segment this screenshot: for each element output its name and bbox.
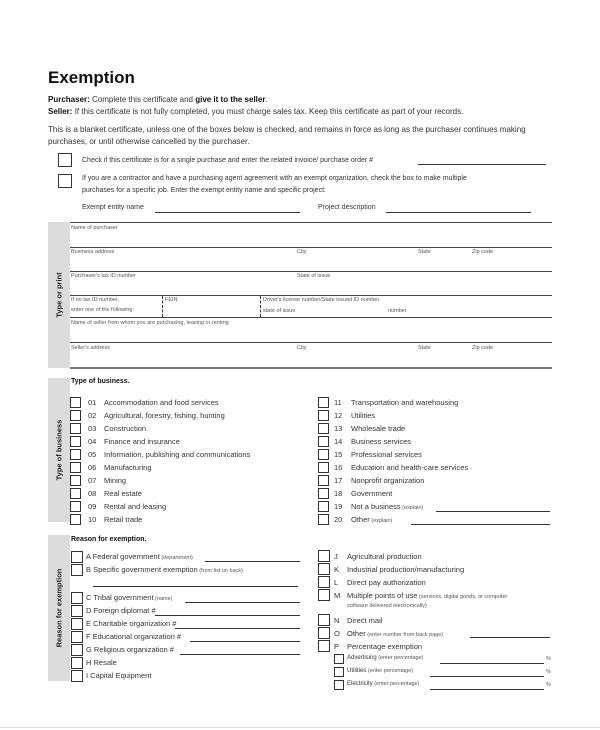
business-checkbox-09[interactable] [70,501,81,512]
reason-label: Direct pay authorization [347,578,426,587]
business-label: Nonprofit organization [351,476,425,485]
reason-sidebar [48,535,70,681]
business-checkbox-07[interactable] [70,475,81,486]
business-label: Business services [351,437,412,446]
reason-label: Agricultural production [347,552,422,561]
business-checkbox-15[interactable] [318,449,329,460]
reason-field-B[interactable] [93,586,298,587]
contractor-label-1: If you are a contractor and have a purchasing agent agreement with an exempt organization, check the box to make multiple [82,175,467,182]
seller-label: Seller: [48,107,73,116]
business-number: 13 [334,424,343,433]
percentage-field[interactable] [430,689,544,690]
tax-id-label[interactable]: Purchaser's tax ID number [71,273,136,279]
business-number: 02 [88,411,97,420]
business-number: 15 [334,450,343,459]
seller-zip-label[interactable]: Zip code [472,345,494,351]
drivers-license-label[interactable]: Driver's license number/State issued ID number [263,297,380,303]
reason-header: Reason for exemption. [71,536,147,543]
reason-field-F[interactable] [190,641,300,642]
business-label: Rental and leasing [104,502,167,511]
percentage-checkbox[interactable] [334,680,344,690]
zip-label[interactable]: Zip code [472,249,494,255]
percentage-note: (enter percentage) [376,655,424,661]
single-purchase-label: Check if this certificate is for a single purchase and enter the related invoice/ purchase order # [82,157,374,164]
business-number: 19 [334,502,343,511]
seller-instruction [48,107,463,116]
business-number: 12 [334,411,343,420]
reason-checkbox-B[interactable] [71,564,83,576]
business-label: Information, publishing and communications [104,450,251,459]
business-checkbox-12[interactable] [318,410,329,421]
type-or-print-label: Type or print [54,272,64,318]
reason-checkbox-G[interactable] [71,644,83,656]
fein-label[interactable]: FEIN [165,297,178,303]
business-number: 10 [88,515,97,524]
business-number: 09 [88,502,97,511]
business-checkbox-13[interactable] [318,423,329,434]
divider [70,367,552,369]
name-of-purchaser-label[interactable]: Name of purchaser [71,225,118,231]
reason-checkbox-N[interactable] [318,614,330,626]
divider [70,222,552,223]
exempt-entity-field[interactable] [155,212,300,213]
reason-side-label: Reason for exemption [54,568,64,648]
business-label: Mining [104,476,127,485]
business-explain-field[interactable] [436,511,550,512]
business-checkbox-03[interactable] [70,423,81,434]
reason-letter: K [334,565,340,574]
percentage-note: (enter percentage) [372,681,420,687]
business-checkbox-02[interactable] [70,410,81,421]
business-checkbox-20[interactable] [318,514,329,525]
business-label: Transportation and warehousing [351,398,459,407]
business-address-label[interactable]: Business address [71,249,115,255]
business-checkbox-14[interactable] [318,436,329,447]
reason-label: C Tribal government (name) [86,593,173,602]
reason-note: (name) [153,596,173,602]
business-checkbox-19[interactable] [318,501,329,512]
business-checkbox-18[interactable] [318,488,329,499]
reason-letter: J [334,552,338,561]
business-label: Utilities [351,411,376,420]
percent-unit: % [546,682,551,688]
seller-state-label[interactable]: State [418,345,431,351]
state-of-issue-label[interactable]: State of issue [297,273,331,279]
reason-label: Multiple points of use (services, digital goods, or computer [347,591,508,600]
business-number: 05 [88,450,97,459]
percent-unit: % [546,669,551,675]
reason-note: (department) [159,555,193,561]
reason-label: F Educational organization # [86,632,182,641]
reason-checkbox-H[interactable] [71,657,83,669]
reason-field-E[interactable] [175,628,300,629]
business-label: Other (explain) [351,515,393,524]
business-label: Education and health-care services [351,463,469,472]
business-number: 06 [88,463,97,472]
business-number: 03 [88,424,97,433]
reason-label: Other (enter number from back page) [347,629,444,638]
percentage-label: Advertising (enter percentage) [347,655,424,661]
reason-checkbox-J[interactable] [318,550,330,562]
reason-checkbox-C[interactable] [71,592,83,604]
percentage-label: Utilities (enter percentage) [347,668,414,674]
business-label: Professional services [351,450,422,459]
purchaser-text: Complete this certificate and [92,95,193,104]
purchaser-instruction [48,95,268,104]
business-checkbox-11[interactable] [318,397,329,408]
seller-city-label[interactable]: City [297,345,307,351]
business-label: Wholesale trade [351,424,406,433]
business-number: 01 [88,398,97,407]
page-bottom-border [0,727,600,728]
contractor-checkbox[interactable] [58,174,72,188]
blanket-text-2: purchases, or until otherwise cancelled by the purchaser. [48,137,250,146]
business-label: Finance and insurance [104,437,180,446]
project-description-label: Project description [318,204,376,211]
reason-checkbox-M[interactable] [318,589,330,601]
business-checkbox-17[interactable] [318,475,329,486]
reason-note: (enter number from back page) [365,632,444,638]
reason-label: G Religious organization # [86,645,174,654]
business-checkbox-06[interactable] [70,462,81,473]
single-purchase-checkbox[interactable] [58,153,72,167]
business-checkbox-16[interactable] [318,462,329,473]
reason-label: B Specific government exemption (from list on back) [86,565,243,574]
divider [260,296,261,317]
business-note: (explain) [369,518,393,524]
reason-letter: P [334,642,340,651]
percentage-field[interactable] [430,676,544,677]
reason-label: A Federal government (department) [86,552,193,561]
business-checkbox-05[interactable] [70,449,81,460]
business-label: Manufacturing [104,463,152,472]
business-explain-field[interactable] [411,524,550,525]
business-label: Retail trade [104,515,143,524]
divider [70,342,552,343]
purchaser-end: . [265,95,268,104]
reason-checkbox-P[interactable] [318,640,330,652]
percentage-label: Electricity (enter percentage) [347,681,420,687]
business-number: 11 [334,398,342,407]
blanket-text-1: This is a blanket certificate, unless one of the boxes below is checked, and remains in force as long as the purchaser continues making [48,125,526,134]
percentage-note: (enter percentage) [366,668,414,674]
reason-checkbox-K[interactable] [318,563,330,575]
reason-note-2: software delivered electronically) [347,603,427,609]
business-number: 14 [334,437,343,446]
reason-label: Industrial production/manufacturing [347,565,465,574]
business-number: 18 [334,489,343,498]
business-number: 07 [88,476,97,485]
exempt-entity-label: Exempt entity name [82,204,144,211]
reason-field-G[interactable] [180,654,300,655]
dl-number-label[interactable]: number [388,308,407,314]
percentage-checkbox[interactable] [334,654,344,664]
city-label[interactable]: City [297,249,307,255]
divider [70,317,552,318]
business-number: 16 [334,463,343,472]
reason-checkbox-L[interactable] [318,576,330,588]
divider [70,295,552,296]
no-tax-id-label-2: enter one of the following: [71,307,134,313]
business-label: Agricultural, forestry, fishing, hunting [104,411,225,420]
reason-label: Direct mail [347,616,383,625]
business-label: Accommodation and food services [104,398,219,407]
no-tax-id-label-1: If no tax ID number, [71,297,119,303]
business-label: Construction [104,424,147,433]
business-number: 04 [88,437,97,446]
type-of-business-sidebar [48,378,70,522]
page-title: Exemption [48,68,135,87]
reason-checkbox-A[interactable] [71,551,83,563]
business-checkbox-01[interactable] [70,397,81,408]
seller-address-label[interactable]: Seller's address [71,345,110,351]
type-of-business-header: Type of business. [71,378,130,385]
business-number: 20 [334,515,343,524]
business-note: (explain) [400,505,424,511]
divider [70,247,552,248]
invoice-number-field[interactable] [418,164,546,165]
business-checkbox-04[interactable] [70,436,81,447]
reason-field-C[interactable] [185,602,300,603]
reason-field-D[interactable] [155,615,300,616]
business-label: Government [351,489,393,498]
reason-checkbox-O[interactable] [318,627,330,639]
reason-field-O[interactable] [470,637,550,638]
reason-label: D Foreign diplomat # [86,606,156,615]
contractor-label-2: purchases for a specific job. Enter the exempt entity name and specific project: [82,187,326,194]
state-label[interactable]: State [418,249,431,255]
reason-field-A[interactable] [205,561,300,562]
reason-note: (services, digital goods, or computer [417,594,508,600]
business-checkbox-08[interactable] [70,488,81,499]
reason-label: H Resale [86,658,117,667]
reason-label: Percentage exemption [347,642,423,651]
reason-letter: M [334,591,341,600]
percentage-field[interactable] [440,663,544,664]
business-label: Not a business (explain) [351,502,424,511]
type-of-business-side-label: Type of business [54,419,64,481]
divider [70,271,552,272]
reason-checkbox-F[interactable] [71,631,83,643]
purchaser-label: Purchaser: [48,95,90,104]
reason-note: (from list on back) [197,568,243,574]
type-or-print-sidebar [48,222,70,368]
purchaser-bold: give it to the seller [195,95,266,104]
business-number: 17 [334,476,343,485]
project-description-field[interactable] [386,212,531,213]
reason-letter: N [334,616,340,625]
reason-checkbox-E[interactable] [71,618,83,630]
business-label: Real estate [104,489,142,498]
divider [162,296,163,317]
reason-letter: L [334,578,339,587]
reason-checkbox-D[interactable] [71,605,83,617]
percentage-checkbox[interactable] [334,667,344,677]
business-number: 08 [88,489,97,498]
reason-letter: O [334,629,340,638]
dl-state-of-issue-label[interactable]: state of issue [263,308,296,314]
reason-label: E Charitable organization # [86,619,177,628]
seller-name-label[interactable]: Name of seller from whom you are purchasing, leasing or renting [71,320,229,326]
reason-label: I Capital Equipment [86,671,152,680]
business-checkbox-10[interactable] [70,514,81,525]
percent-unit: % [546,656,551,662]
seller-text: If this certificate is not fully completed, you must charge sales tax. Keep this certificate as part of your records. [74,107,464,116]
reason-checkbox-I[interactable] [71,670,83,682]
